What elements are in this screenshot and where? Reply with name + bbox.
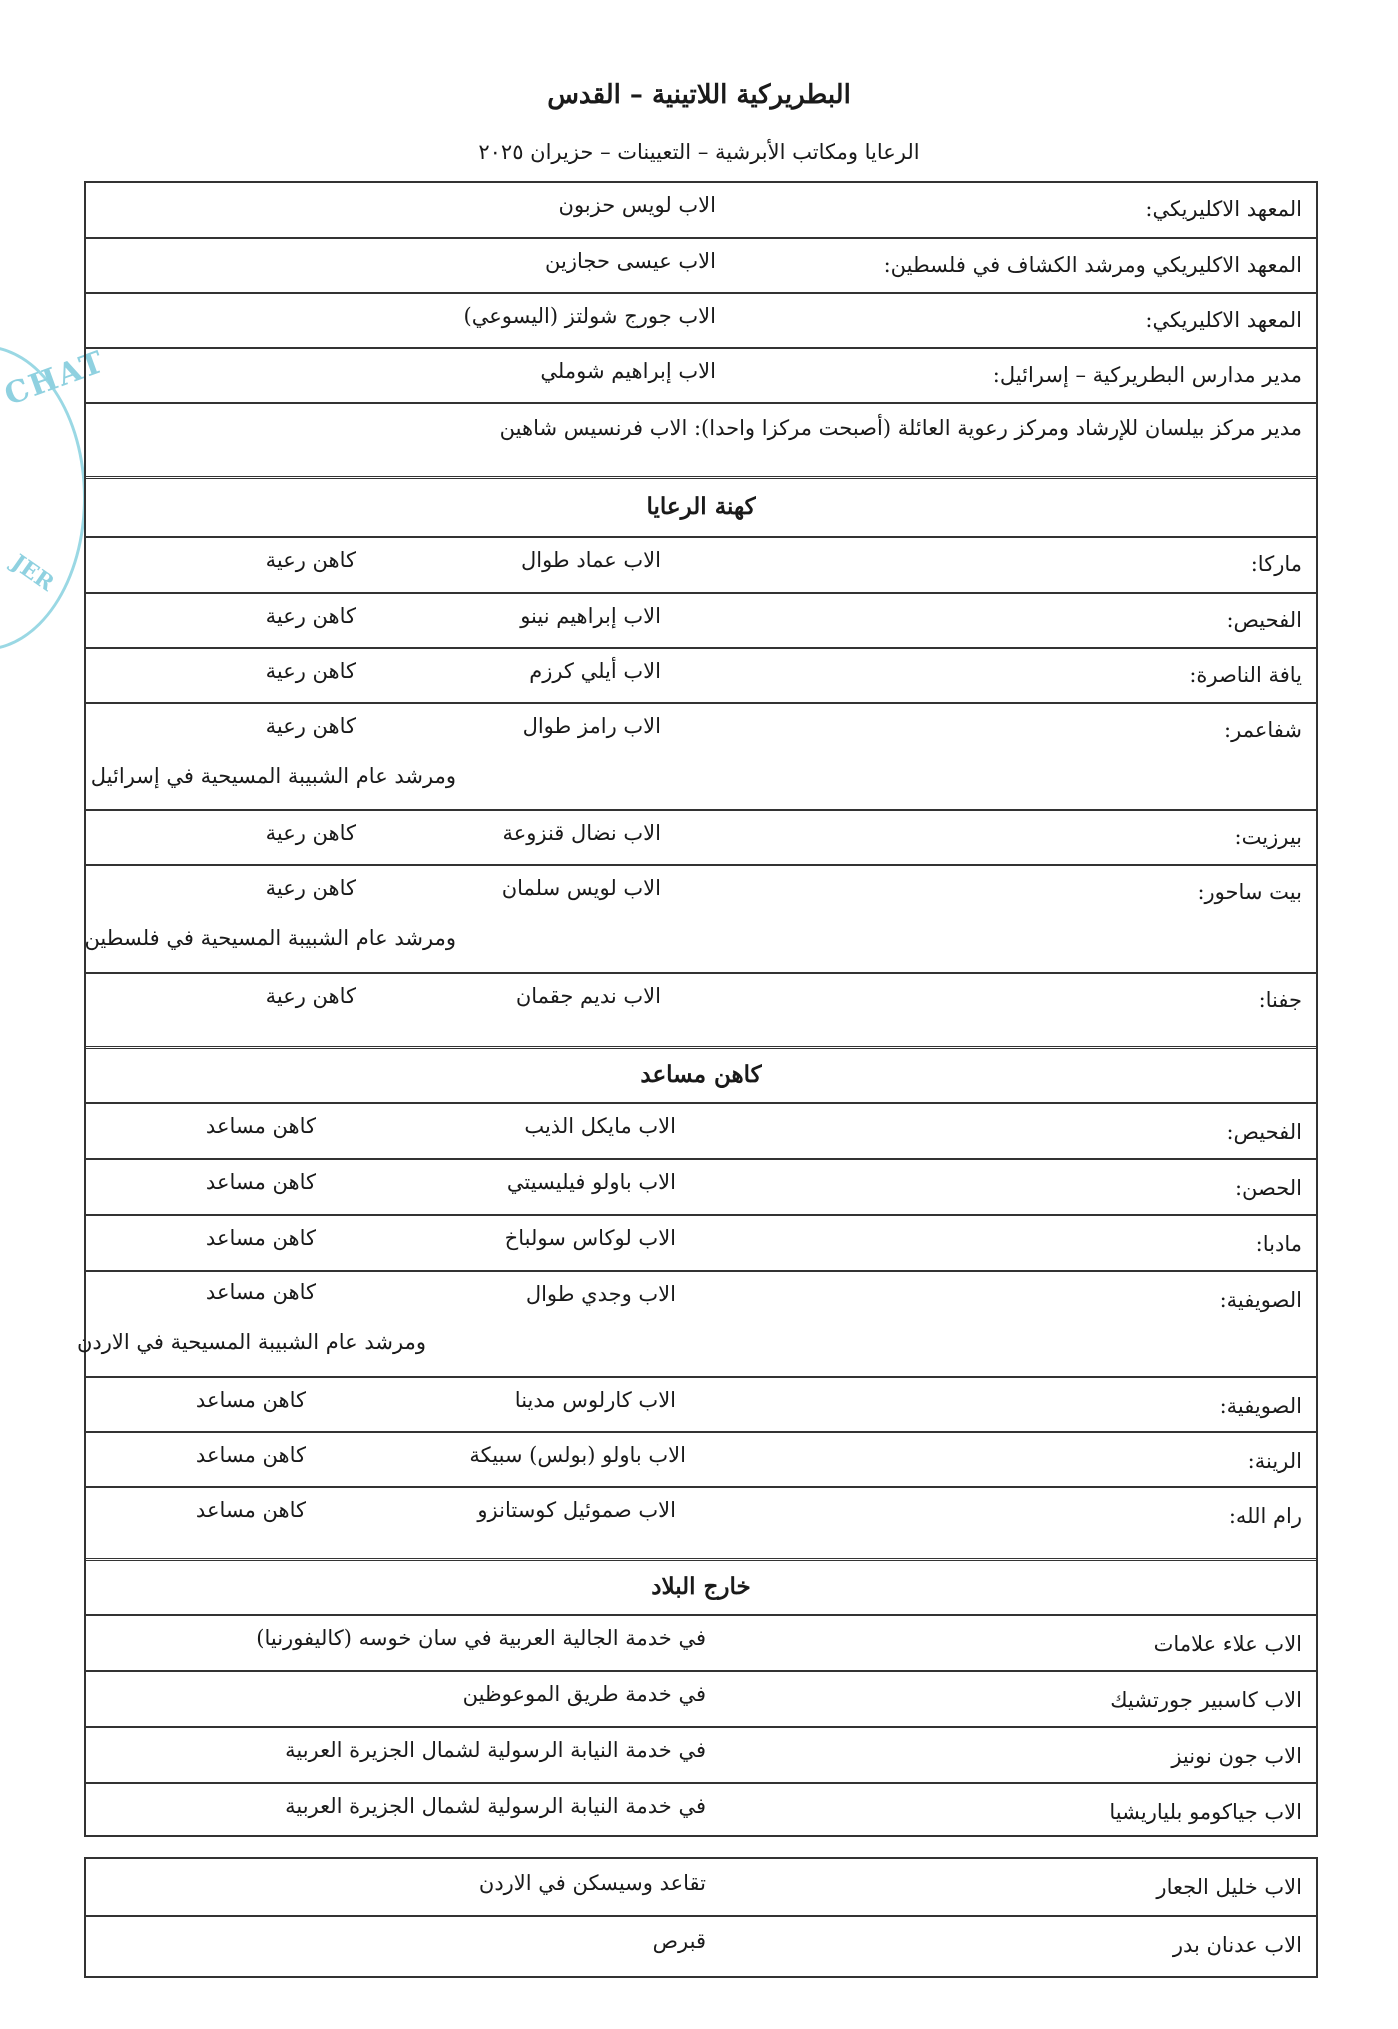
table-row <box>86 1728 1316 1784</box>
table-row <box>86 1433 1316 1488</box>
row-name: الاب جورج شولتز (اليسوعي) <box>463 304 716 328</box>
table-row <box>86 1859 1316 1917</box>
row-name: الاب لوكاس سولباخ <box>504 1226 676 1250</box>
table-row <box>86 704 1316 811</box>
row-label: بيت ساحور: <box>1197 880 1302 904</box>
table-row <box>86 1378 1316 1433</box>
row-role: كاهن رعية <box>265 821 356 845</box>
table-row <box>86 183 1316 239</box>
row-name: الاب نديم جقمان <box>515 984 661 1008</box>
row-name: الاب لويس حزبون <box>558 193 716 217</box>
section-heading-assistant: كاهن مساعد <box>640 1061 762 1088</box>
row-service: تقاعد وسيسكن في الاردن <box>478 1871 706 1895</box>
row-label: الفحيص: <box>1226 608 1302 632</box>
row-name: الاب رامز طوال <box>522 714 661 738</box>
row-name: الاب جون نونيز <box>1171 1744 1302 1768</box>
row-name: الاب علاء علامات <box>1153 1632 1302 1656</box>
table-row <box>86 1784 1316 1837</box>
row-label: بيرزيت: <box>1234 825 1302 849</box>
row-name: الاب مايكل الذيب <box>524 1114 676 1138</box>
seal-stamp-text-2: JER <box>6 549 59 597</box>
document-subtitle: الرعايا ومكاتب الأبرشية – التعيينات – حزيران ٢٠٢٥ <box>478 140 920 164</box>
row-label: المعهد الاكليريكي ومرشد الكشاف في فلسطين: <box>883 253 1302 277</box>
row-label: الصويفية: <box>1219 1288 1302 1312</box>
row-name: الاب جياكومو بلياريشيا <box>1109 1800 1302 1824</box>
row-role: كاهن رعية <box>265 876 356 900</box>
row-note: ومرشد عام الشبيبة المسيحية في الاردن <box>76 1330 426 1354</box>
row-name: الاب عماد طوال <box>520 548 661 572</box>
section-heading-parish: كهنة الرعايا <box>646 493 756 520</box>
row-label: رام الله: <box>1228 1504 1302 1528</box>
row-name: الاب لويس سلمان <box>501 876 661 900</box>
retired-table <box>84 1857 1318 1978</box>
row-name: الاب وجدي طوال <box>525 1282 676 1306</box>
row-name: الاب كارلوس مدينا <box>514 1388 676 1412</box>
document-title: البطريركية اللاتينية – القدس <box>547 80 851 110</box>
row-role: كاهن مساعد <box>205 1170 316 1194</box>
row-label: مدير مدارس البطريركية – إسرائيل: <box>992 363 1302 387</box>
table-row <box>86 1160 1316 1216</box>
row-service: في خدمة الجالية العربية في سان خوسه (كاليفورنيا) <box>256 1626 706 1650</box>
row-name: الاب إبراهيم شوملي <box>540 359 716 383</box>
table-row <box>86 594 1316 649</box>
table-row <box>86 866 1316 974</box>
row-role: كاهن مساعد <box>205 1114 316 1138</box>
row-name: الاب عيسى حجازين <box>545 249 716 273</box>
row-name: الاب عدنان بدر <box>1172 1933 1302 1957</box>
table-row <box>86 1488 1316 1561</box>
row-service: في خدمة النيابة الرسولية لشمال الجزيرة العربية <box>285 1738 706 1762</box>
row-label: شفاعمر: <box>1224 718 1302 742</box>
row-role: كاهن مساعد <box>205 1226 316 1250</box>
row-role: كاهن رعية <box>265 714 356 738</box>
row-name: الاب كاسبير جورتشيك <box>1110 1688 1302 1712</box>
table-row <box>86 294 1316 349</box>
row-label: المعهد الاكليريكي: <box>1145 308 1302 332</box>
row-role: كاهن مساعد <box>195 1498 306 1522</box>
row-role: كاهن رعية <box>265 548 356 572</box>
section-heading-abroad: خارج البلاد <box>651 1573 751 1600</box>
table-row <box>86 1672 1316 1728</box>
row-name: الاب صموئيل كوستانزو <box>477 1498 676 1522</box>
row-label: جفنا: <box>1258 988 1302 1012</box>
row-service: قبرص <box>652 1929 706 1953</box>
row-label: الرينة: <box>1247 1449 1302 1473</box>
seal-stamp-text: CHAT <box>0 344 110 413</box>
section-header-row <box>86 479 1316 538</box>
row-note: ومرشد عام الشبيبة المسيحية في فلسطين <box>84 926 456 950</box>
row-role: كاهن مساعد <box>205 1280 316 1304</box>
row-name: الاب نضال قنزوعة <box>502 821 661 845</box>
row-role: كاهن رعية <box>265 604 356 628</box>
row-role: كاهن مساعد <box>195 1388 306 1412</box>
table-row <box>86 1616 1316 1672</box>
table-row <box>76 1272 1316 1378</box>
row-role: كاهن رعية <box>265 984 356 1008</box>
row-label: الصويفية: <box>1219 1394 1302 1418</box>
row-label: الفحيص: <box>1226 1120 1302 1144</box>
section-header-row <box>86 1561 1316 1616</box>
table-row <box>86 1216 1316 1272</box>
appointments-table <box>76 181 1318 1837</box>
row-name: الاب إبراهيم نينو <box>520 604 661 628</box>
table-row <box>86 974 1316 1049</box>
row-label: يافة الناصرة: <box>1189 663 1302 687</box>
table-row <box>86 649 1316 704</box>
table-row <box>86 1917 1316 1977</box>
row-note: ومرشد عام الشبيبة المسيحية في إسرائيل <box>90 764 456 788</box>
row-name: الاب أيلي كرزم <box>529 659 661 683</box>
row-name: الاب خليل الجعار <box>1156 1875 1302 1899</box>
table-row <box>86 239 1316 294</box>
row-name: الاب باولو (بولس) سبيكة <box>469 1443 686 1467</box>
table-row <box>86 349 1316 404</box>
row-label: مادبا: <box>1255 1232 1302 1256</box>
table-row <box>86 538 1316 594</box>
row-role: كاهن مساعد <box>195 1443 306 1467</box>
row-service: في خدمة النيابة الرسولية لشمال الجزيرة العربية <box>285 1794 706 1818</box>
table-row <box>86 1104 1316 1160</box>
section-header-row <box>86 1049 1316 1104</box>
row-role: كاهن رعية <box>265 659 356 683</box>
row-label: المعهد الاكليريكي: <box>1145 197 1302 221</box>
row-service: في خدمة طريق الموعوظين <box>462 1682 706 1706</box>
table-row <box>86 811 1316 866</box>
row-label: الحصن: <box>1234 1176 1302 1200</box>
row-name: الاب باولو فيليسيتي <box>506 1170 676 1194</box>
table-row <box>86 404 1316 479</box>
row-full-text: مدير مركز بيلسان للإرشاد ومركز رعوية العائلة (أصبحت مركزا واحدا): الاب فرنسيس شاهين <box>499 416 1302 440</box>
row-label: ماركا: <box>1250 552 1302 576</box>
